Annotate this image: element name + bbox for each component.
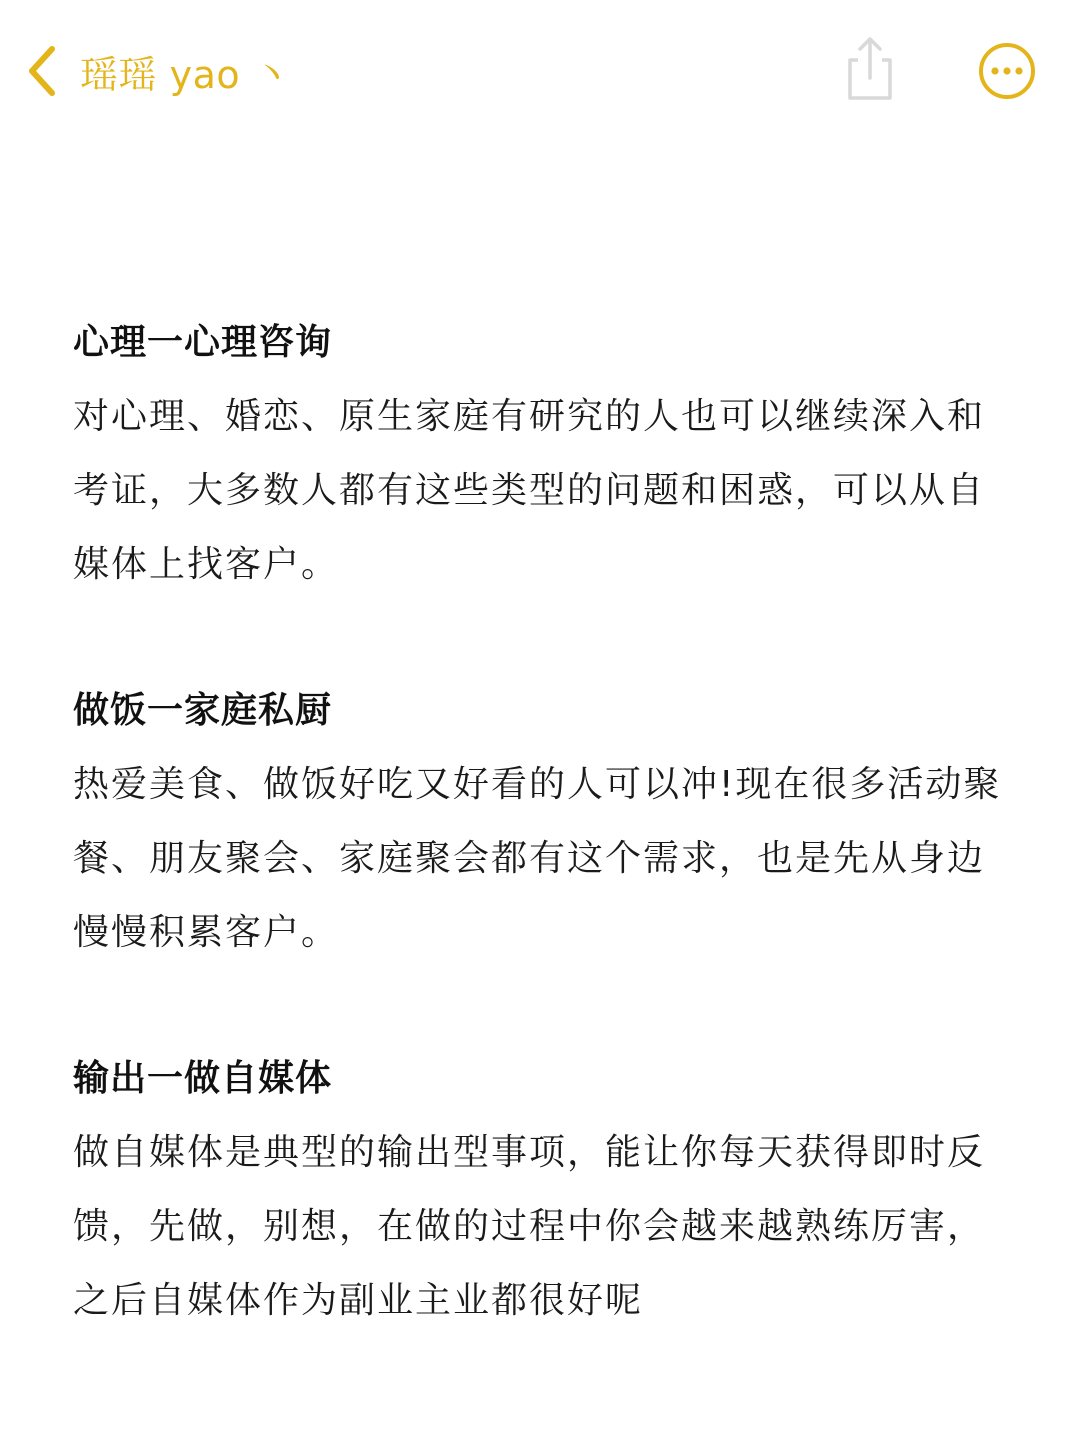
section-title: 做饭一家庭私厨 bbox=[73, 690, 333, 731]
section-body: 热爱美食、做饭好吃又好看的人可以冲!现在很多活动聚餐、朋友聚会、家庭聚会都有这个需求，也是先从身边慢慢积累客户。 bbox=[73, 764, 1002, 953]
section-title: 输出一做自媒体 bbox=[73, 1058, 333, 1099]
share-button[interactable] bbox=[838, 34, 898, 104]
section-cooking bbox=[73, 674, 1013, 970]
section-body: 做自媒体是典型的输出型事项，能让你每天获得即时反馈，先做，别想，在做的过程中你会越来越熟练厉害，之后自媒体作为副业主业都很好呢 bbox=[73, 1132, 986, 1321]
section-title: 心理一心理咨询 bbox=[73, 322, 333, 363]
share-icon bbox=[838, 89, 898, 108]
back-button[interactable] bbox=[22, 36, 291, 106]
more-button[interactable] bbox=[978, 42, 1036, 100]
section-body: 对心理、婚恋、原生家庭有研究的人也可以继续深入和考证，大多数人都有这些类型的问题和困惑，可以从自媒体上找客户。 bbox=[73, 396, 986, 585]
back-button-label: 瑶瑶 yao 丶 bbox=[80, 52, 292, 97]
chevron-left-icon bbox=[22, 43, 62, 99]
note-content bbox=[73, 306, 1013, 1410]
section-self-media bbox=[73, 1042, 1013, 1338]
more-icon bbox=[978, 85, 1036, 104]
section-psychology bbox=[73, 306, 1013, 602]
top-nav-bar bbox=[0, 0, 1080, 140]
